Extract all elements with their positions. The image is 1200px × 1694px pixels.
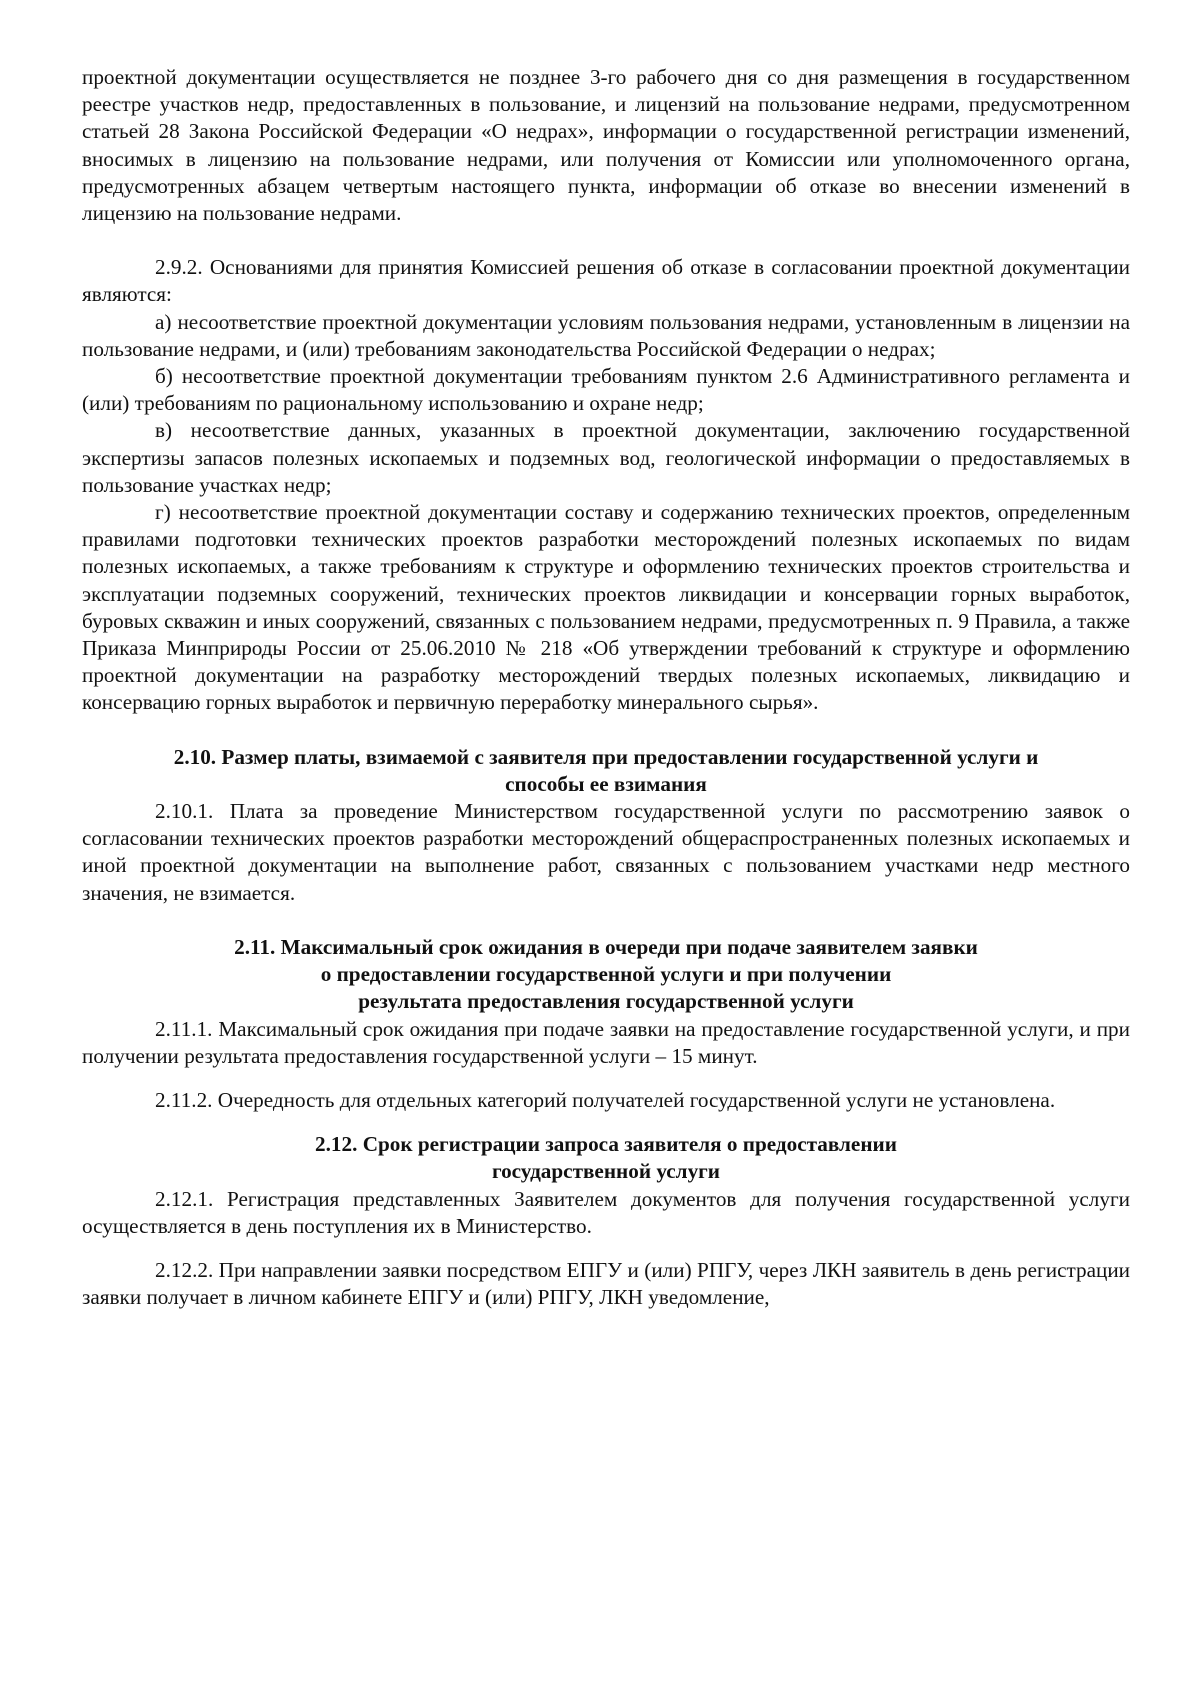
heading-line: 2.10. Размер платы, взимаемой с заявителя при предоставлении государственной услуги и bbox=[173, 744, 1039, 769]
paragraph-intro: проектной документации осуществляется не позднее 3-го рабочего дня со дня размещения в государственном реестре участков недр, предоставленных в пользование, и лицензий на пользование недрами, предусмотренном статьей 28 Закона Российской Федерации «О недрах», информации о государственной регистрации изменений, вносимых в лицензию на пользование недрами, или получения от Комиссии или уполномоченного органа, предусмотренных абзацем четвертым настоящего пункта, информации об отказе во внесении изменений в лицензию на пользование недрами. bbox=[82, 65, 1130, 226]
spacer bbox=[82, 907, 1130, 934]
paragraph-item-v: в) несоответствие данных, указанных в проектной документации, заключению государственной экспертизы запасов полезных ископаемых и подземных вод, геологической информации о предоставляемых в пользование участках недр; bbox=[82, 418, 1130, 497]
spacer bbox=[82, 227, 1130, 254]
spacer bbox=[82, 1070, 1130, 1087]
heading-line: способы ее взимания bbox=[505, 771, 707, 796]
paragraph-2-12-1: 2.12.1. Регистрация представленных Заявителем документов для получения государственной услуги осуществляется в день поступления их в Министерство. bbox=[82, 1186, 1130, 1238]
paragraph-2-11-2: 2.11.2. Очередность для отдельных категорий получателей государственной услуги не установлена. bbox=[155, 1087, 1056, 1112]
paragraph-2-12-2: 2.12.2. При направлении заявки посредством ЕПГУ и (или) РПГУ, через ЛКН заявитель в день регистрации заявки получает в личном кабинете ЕПГУ и (или) РПГУ, ЛКН уведомление, bbox=[82, 1257, 1130, 1310]
paragraph-2-11-1: 2.11.1. Максимальный срок ожидания при подаче заявки на предоставление государственной услуги, и при получении результата предоставления государственной услуги – 15 минут. bbox=[82, 1016, 1130, 1068]
heading-line: о предоставлении государственной услуги и при получении bbox=[320, 962, 892, 987]
paragraph-item-a: а) несоответствие проектной документации условиям пользования недрами, установленным в лицензии на пользование недрами, и (или) требованиям законодательства Российской Федерации о недрах; bbox=[82, 309, 1130, 361]
paragraph-item-g: г) несоответствие проектной документации составу и содержанию технических проектов, определенным правилами подготовки технических проектов разработки месторождений полезных ископаемых по видам полезных ископаемых, а также требованиям к структуре и оформлению технических проектов строительства и эксплуатации подземных сооружений, технических проектов ликвидации и консервации горных выработок, буровых скважин и иных сооружений, связанных с пользованием недрами, предусмотренных п. 9 Правила, а также Приказа Минприроды России от 25.06.2010 № 218 «Об утверждении требований к структуре и оформлению проектной документации на разработку месторождений твердых полезных ископаемых, ликвидацию и консервацию горных выработок и первичную переработку минерального сырья». bbox=[82, 500, 1130, 715]
spacer bbox=[82, 1240, 1130, 1257]
section-heading-2-12 bbox=[82, 1131, 1130, 1185]
section-heading-2-10 bbox=[82, 744, 1130, 798]
spacer bbox=[82, 717, 1130, 744]
heading-line: 2.12. Срок регистрации запроса заявителя о предоставлении bbox=[315, 1132, 897, 1157]
heading-line: 2.11. Максимальный срок ожидания в очереди при подаче заявителем заявки bbox=[234, 934, 978, 959]
spacer bbox=[82, 1114, 1130, 1131]
paragraph-item-b: б) несоответствие проектной документации требованиям пунктом 2.6 Административного регламента и (или) требованиям по рациональному использованию и охране недр; bbox=[82, 364, 1130, 416]
section-heading-2-11 bbox=[82, 934, 1130, 1016]
paragraph-2-10-1: 2.10.1. Плата за проведение Министерством государственной услуги по рассмотрению заявок о согласовании технических проектов разработки месторождений общераспространенных полезных ископаемых и иной проектной документации на выполнение работ, связанных с пользованием участками недр местного значения, не взимается. bbox=[82, 799, 1130, 905]
document-page bbox=[82, 64, 1130, 1311]
heading-line: результата предоставления государственной услуги bbox=[358, 989, 854, 1014]
paragraph-2-9-2: 2.9.2. Основаниями для принятия Комиссией решения об отказе в согласовании проектной документации являются: bbox=[82, 255, 1130, 307]
heading-line: государственной услуги bbox=[492, 1159, 720, 1184]
